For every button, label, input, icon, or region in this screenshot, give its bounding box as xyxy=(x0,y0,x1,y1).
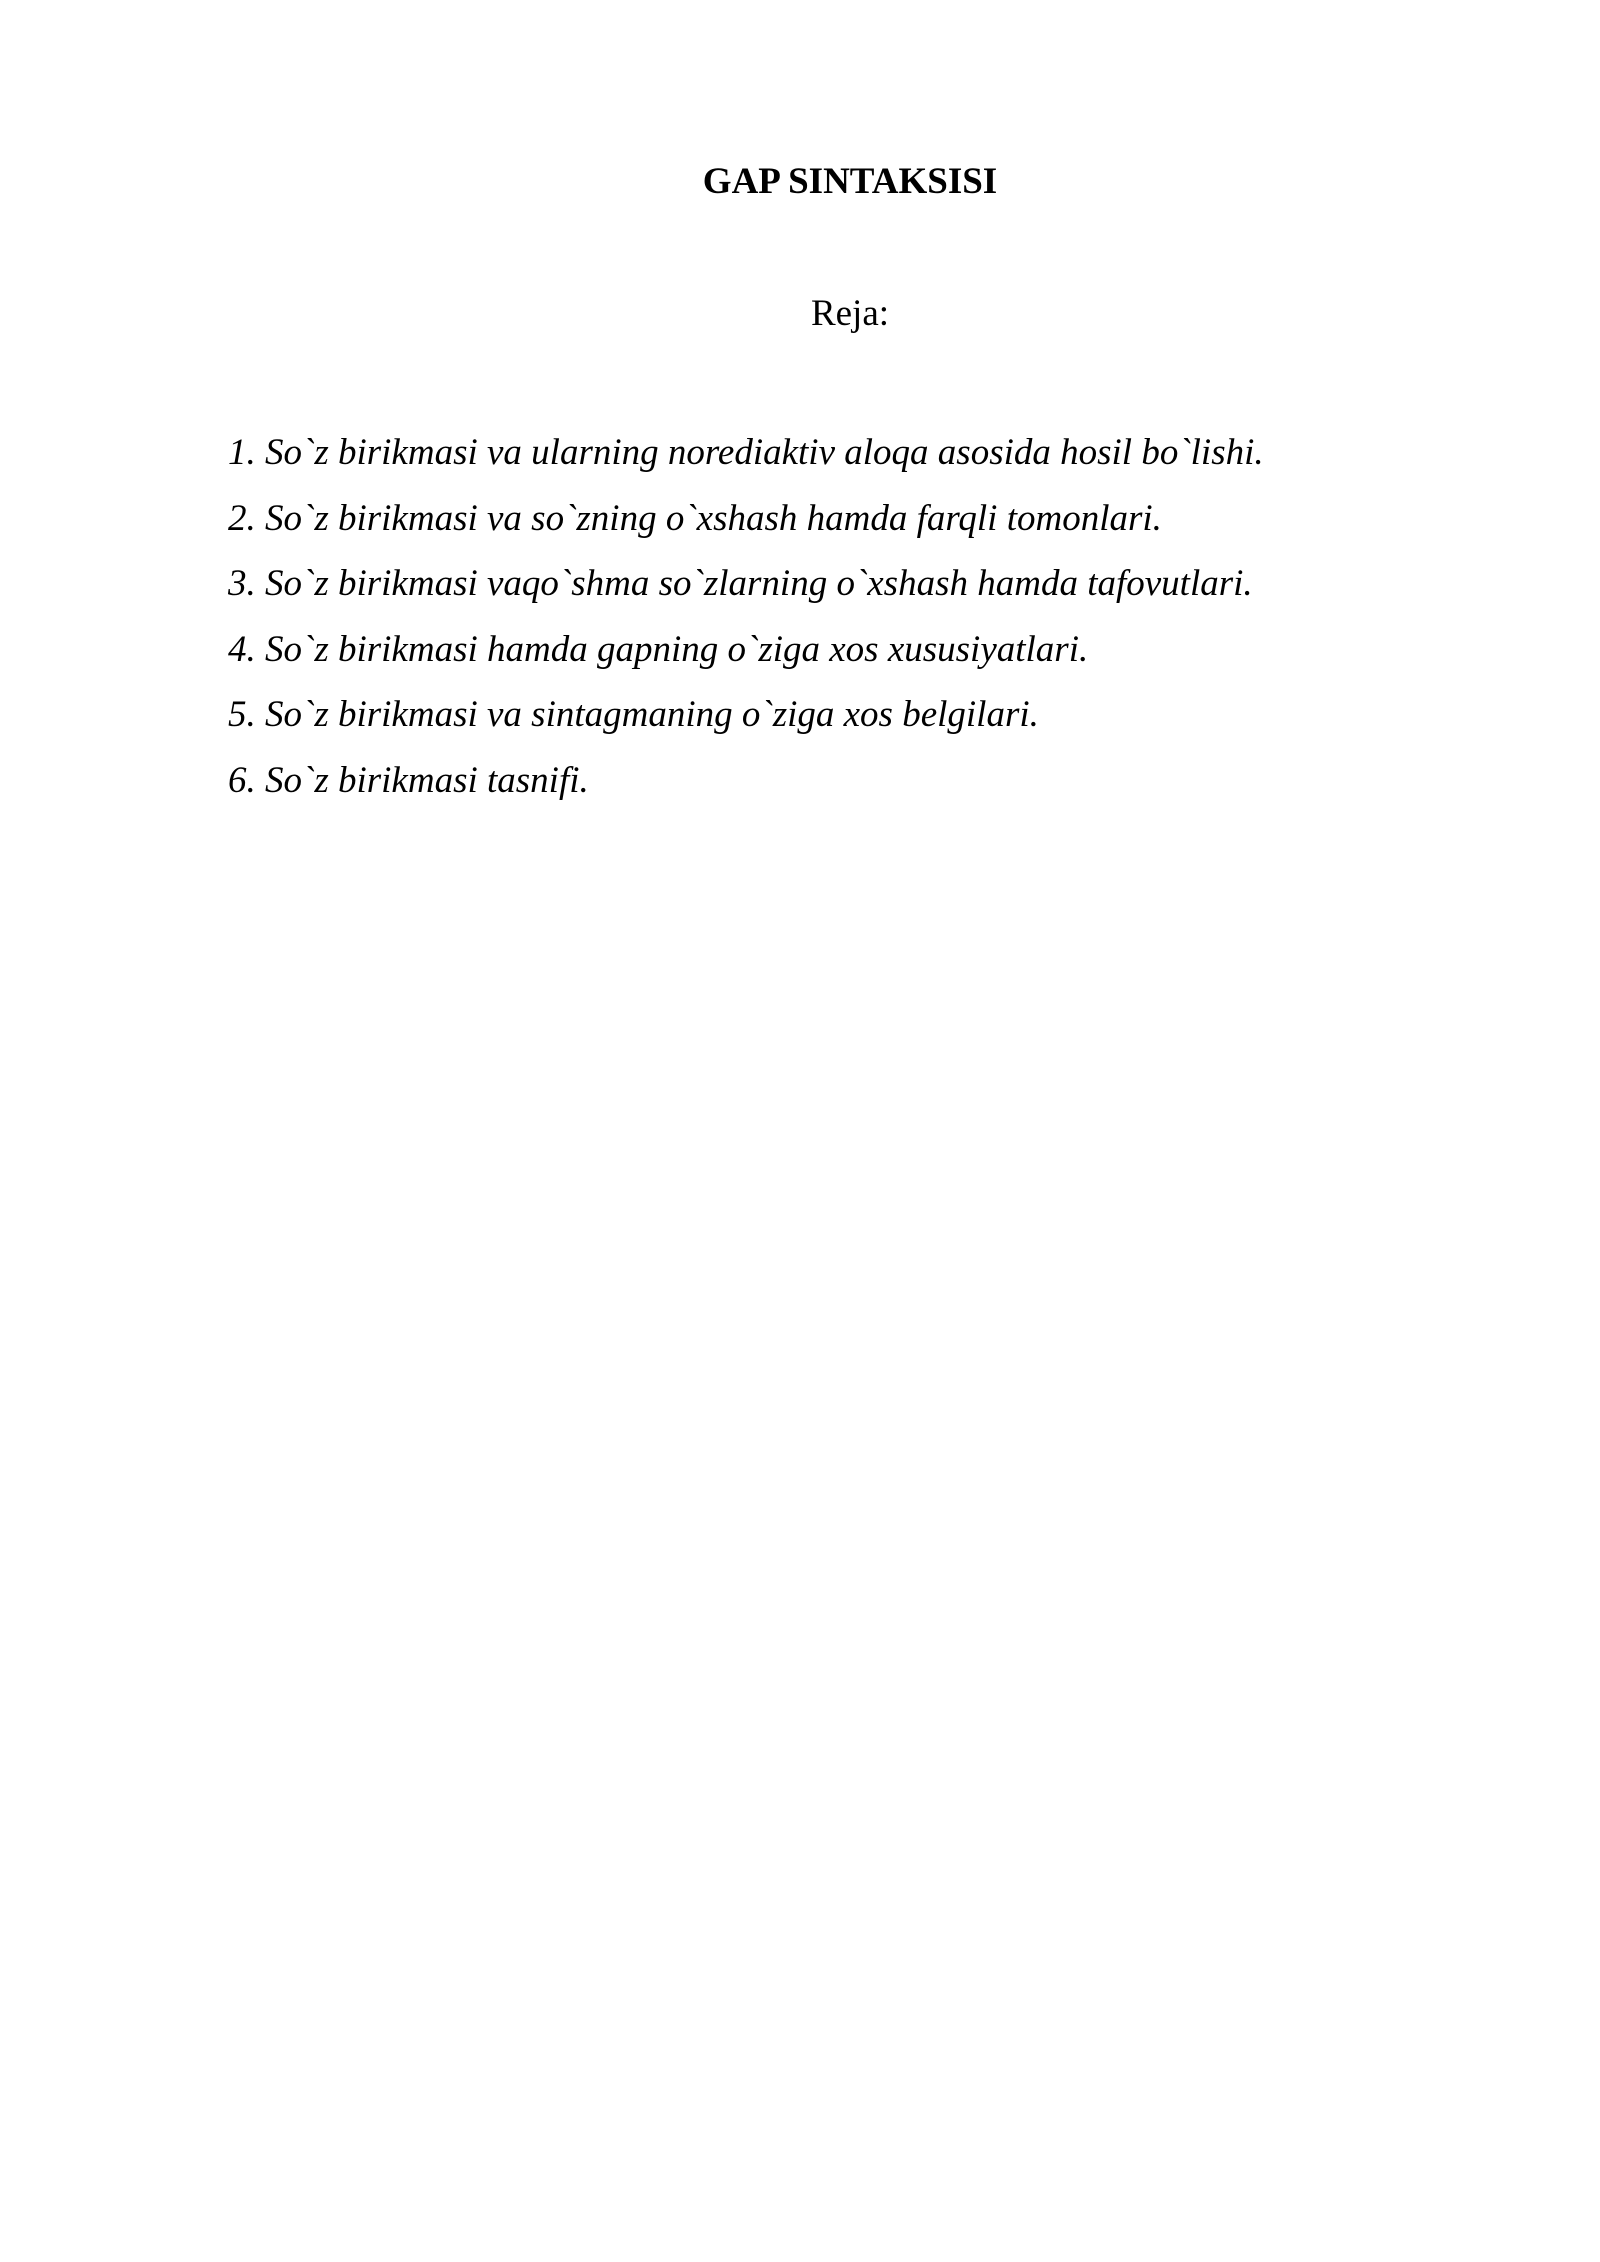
page-title: GAP SINTAKSISI xyxy=(702,161,998,202)
plan-item: 3. So`z birikmasi vaqo`shma so`zlarning o`xshash hamda tafovutlari. xyxy=(228,563,1253,604)
plan-list xyxy=(228,420,1264,813)
plan-heading: Reja: xyxy=(810,293,890,334)
plan-item: 1. So`z birikmasi va ularning norediaktiv aloqa asosida hosil bo`lishi. xyxy=(228,432,1264,473)
plan-item: 4. So`z birikmasi hamda gapning o`ziga xos xususiyatlari. xyxy=(228,628,1089,670)
plan-item: 6. So`z birikmasi tasnifi. xyxy=(228,759,589,801)
plan-item: 2. So`z birikmasi va so`zning o`xshash hamda farqli tomonlari. xyxy=(228,497,1162,539)
plan-item: 5. So`z birikmasi va sintagmaning o`ziga xos belgilari. xyxy=(228,694,1039,735)
